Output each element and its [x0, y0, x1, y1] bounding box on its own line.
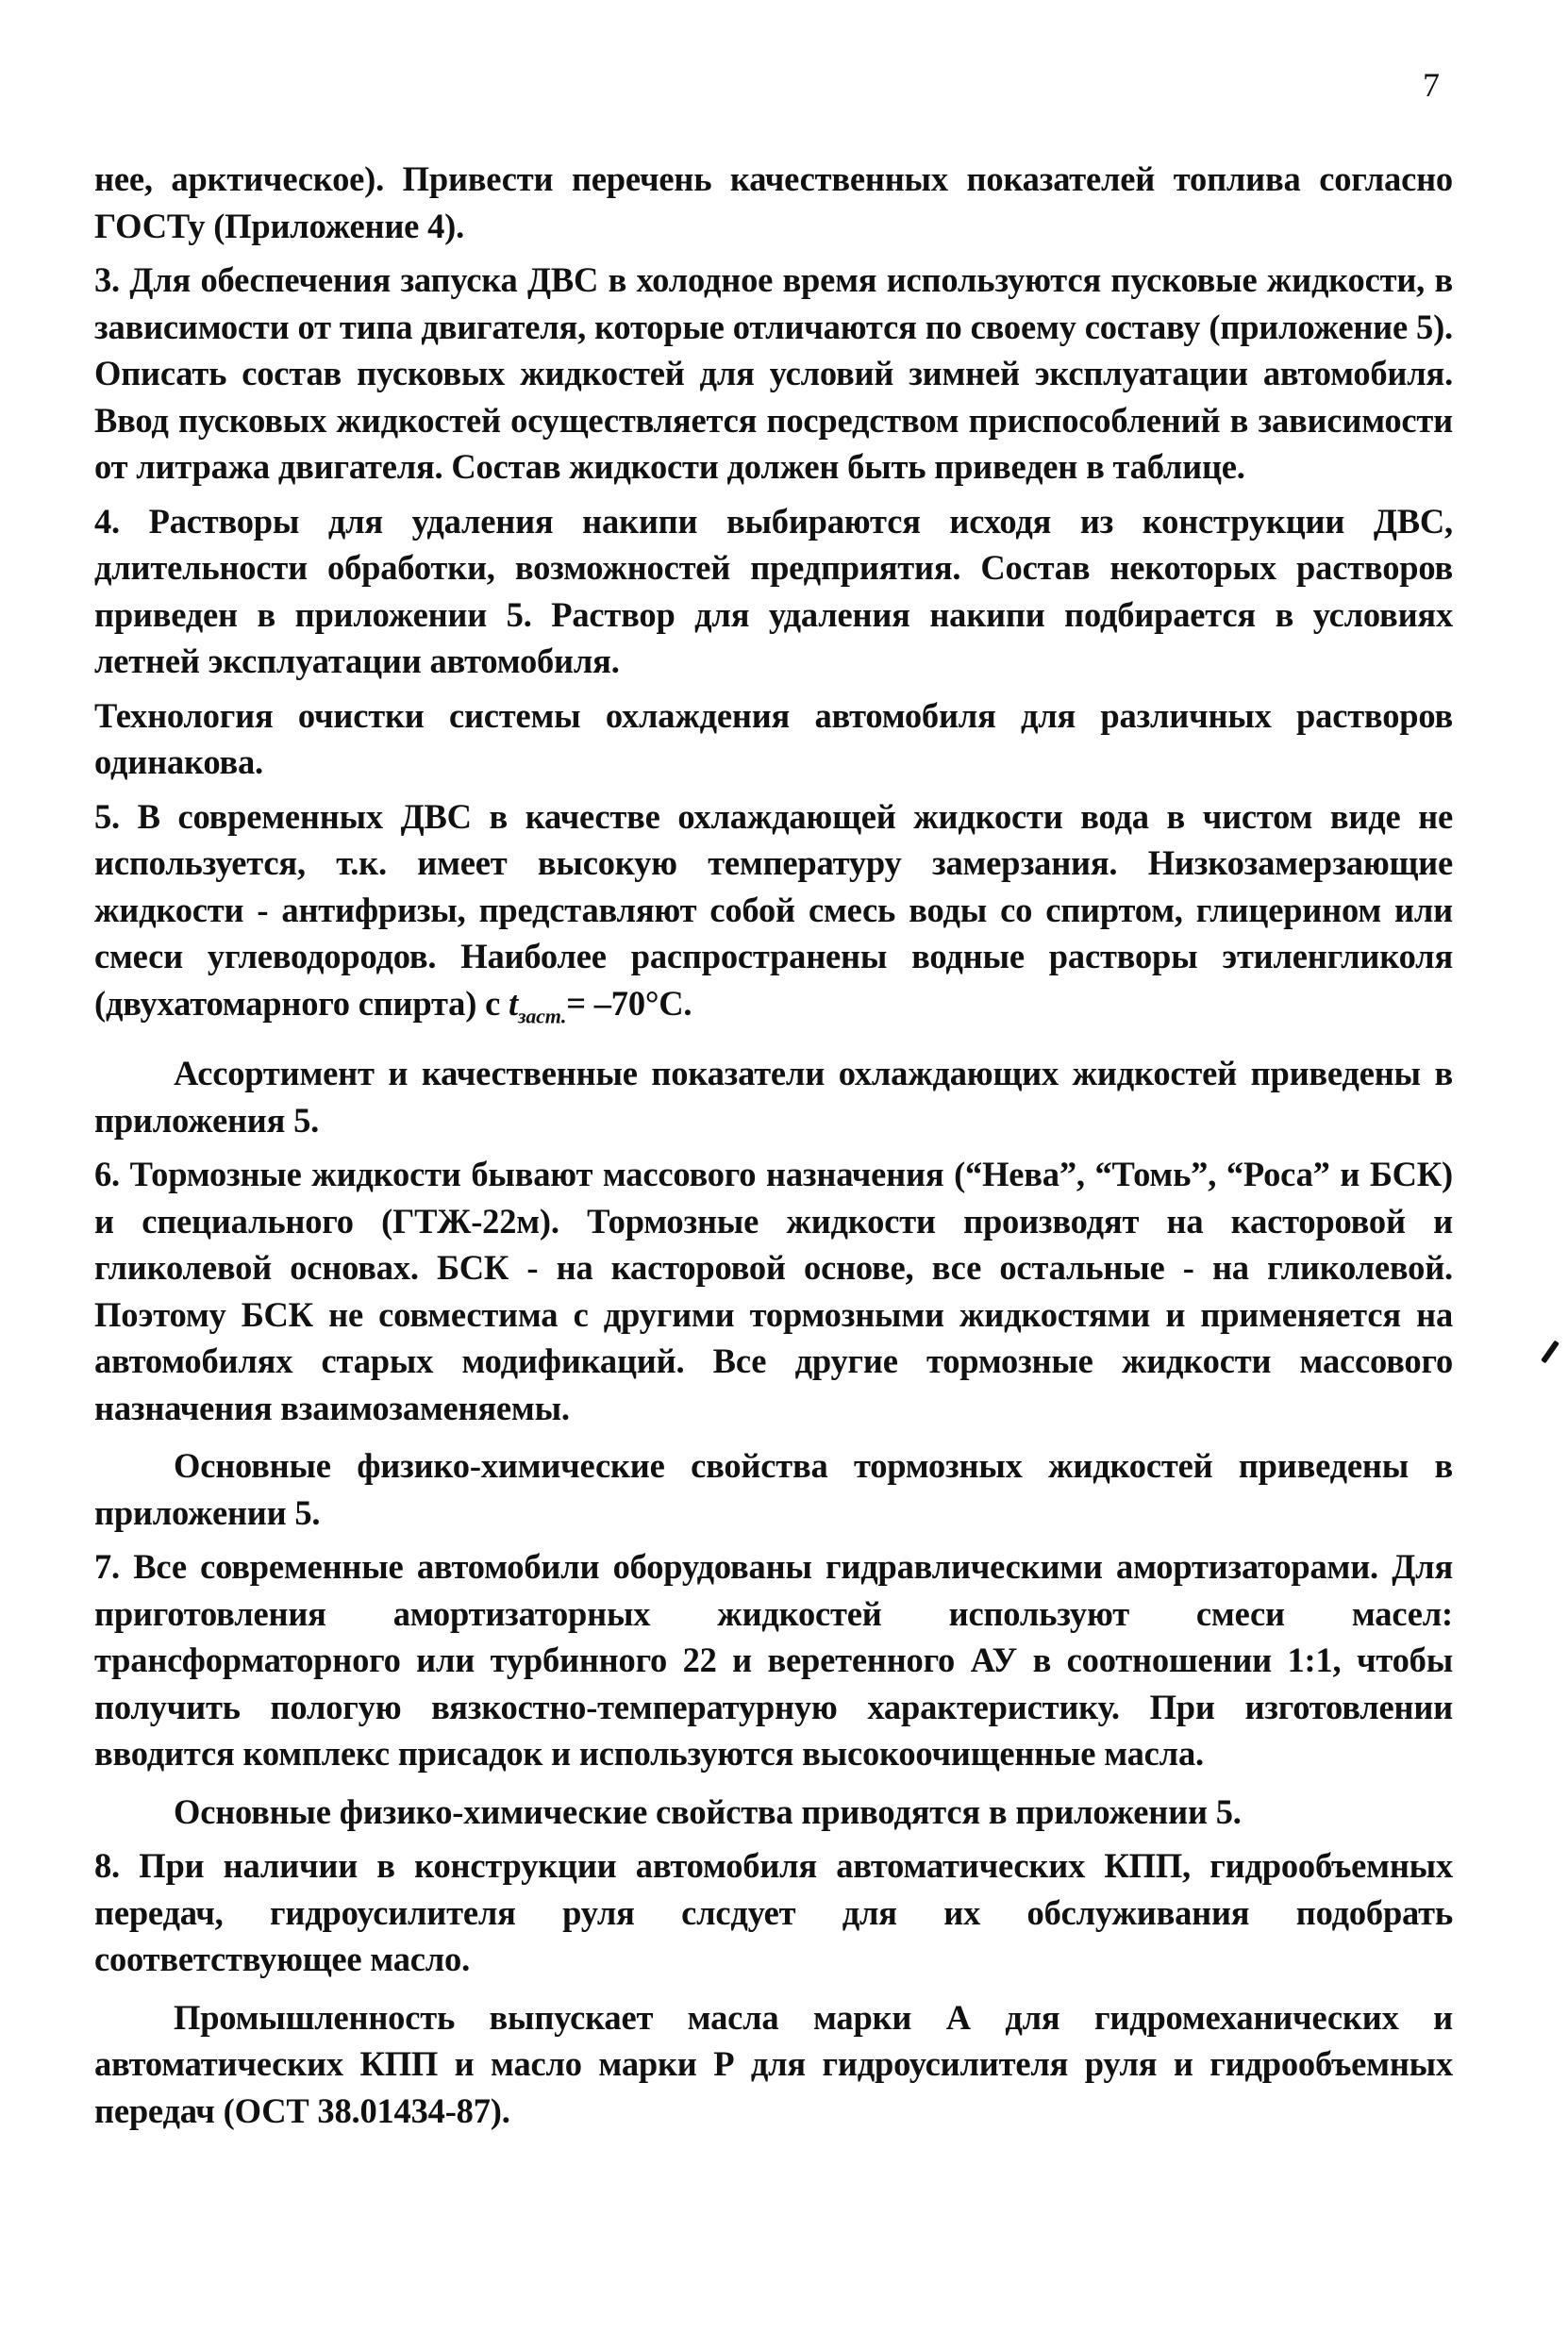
paragraph-item-6: 6. Тормозные жидкости бывают массового назначения (“Нева”, “Томь”, “Роса” и БСК) и специального (ГТЖ-22м). Тормозные жидкости производят на касторовой и гликолевой основах. БСК - на касторовой основе, все остальные - на гликолевой. Поэтому БСК не совместима с другими тормозными жидкостями и применяется на автомобилях старых модификаций. Все другие тормозные жидкости массового назначения взаимозаменяемы. [94, 1155, 1453, 1427]
paragraph-cleaning-technology: Технология очистки системы охлаждения автомобиля для различных растворов одинакова. [94, 695, 1453, 781]
formula-symbol: t [509, 983, 518, 1023]
paragraph-coolant-assortment: Ассортимент и качественные показатели охлаждающих жидкостей приведены в приложения 5. [94, 1054, 1453, 1140]
paragraph-item-8: 8. При наличии в конструкции автомобиля автоматических КПП, гидрообъемных передач, гидроусилителя руля слсдует для их обслуживания подобрать соответствующее масло. [94, 1846, 1453, 1979]
paragraph-item-5 [94, 793, 1453, 1040]
paragraph-item-7: 7. Все современные автомобили оборудованы гидравлическими амортизаторами. Для приготовления амортизаторных жидкостей используют смеси масел: трансформаторного или турбинного 22 и веретенного АУ в соотношении 1:1, чтобы получить пологую вязкостно-температурную характеристику. При изготовлении вводится комплекс присадок и используются высокоочищенные масла. [94, 1547, 1453, 1774]
paragraph-item-5-text: 5. В современных ДВС в качестве охлаждающей жидкости вода в чистом виде не используется, т.к. имеет высокую температуру замерзания. Низкозамерзающие жидкости - антифризы, представляют собой смесь воды со спиртом, глицерином или смеси углеводородов. Наиболее распространены водные растворы этиленгликоля (двухатомарного спирта) с [94, 796, 1453, 1023]
paragraph-brake-fluid-properties: Основные физико-химические свойства тормозных жидкостей приведены в приложении 5. [94, 1446, 1453, 1532]
margin-check-mark [1541, 1341, 1560, 1364]
paragraph-item-3: 3. Для обеспечения запуска ДВС в холодное время используются пусковые жидкости, в зависимости от типа двигателя, которые отличаются по своему составу (приложение 5). Описать состав пусковых жидкостей для условий зимней эксплуатации автомобиля. Ввод пусковых жидкостей осуществляется посредством приспособлений в зависимости от литража двигателя. Состав жидкости должен быть приведен в таблице. [94, 260, 1453, 486]
formula-value: = –70°С. [566, 983, 692, 1023]
paragraph-industry-oils: Промышленность выпускает масла марки А для гидромеханических и автоматических КПП и масло марки Р для гидроусилителя руля и гидрообъемных передач (ОСТ 38.01434-87). [94, 1997, 1453, 2130]
paragraph-shock-fluid-properties: Основные физико-химические свойства приводятся в приложении 5. [174, 1791, 1242, 1831]
document-body [94, 156, 1453, 2134]
paragraph-item-4: 4. Растворы для удаления накипи выбираются исходя из конструкции ДВС, длительности обработки, возможностей предприятия. Состав некоторых растворов приведен в приложении 5. Раствор для удаления накипи подбирается в условиях летней эксплуатации автомобиля. [94, 501, 1453, 680]
formula-subscript: заст. [517, 1003, 567, 1027]
page-number: 7 [1423, 66, 1440, 104]
paragraph-1: нее, арктическое). Привести перечень качественных показателей топлива согласно ГОСТу (Приложение 4). [94, 159, 1453, 245]
